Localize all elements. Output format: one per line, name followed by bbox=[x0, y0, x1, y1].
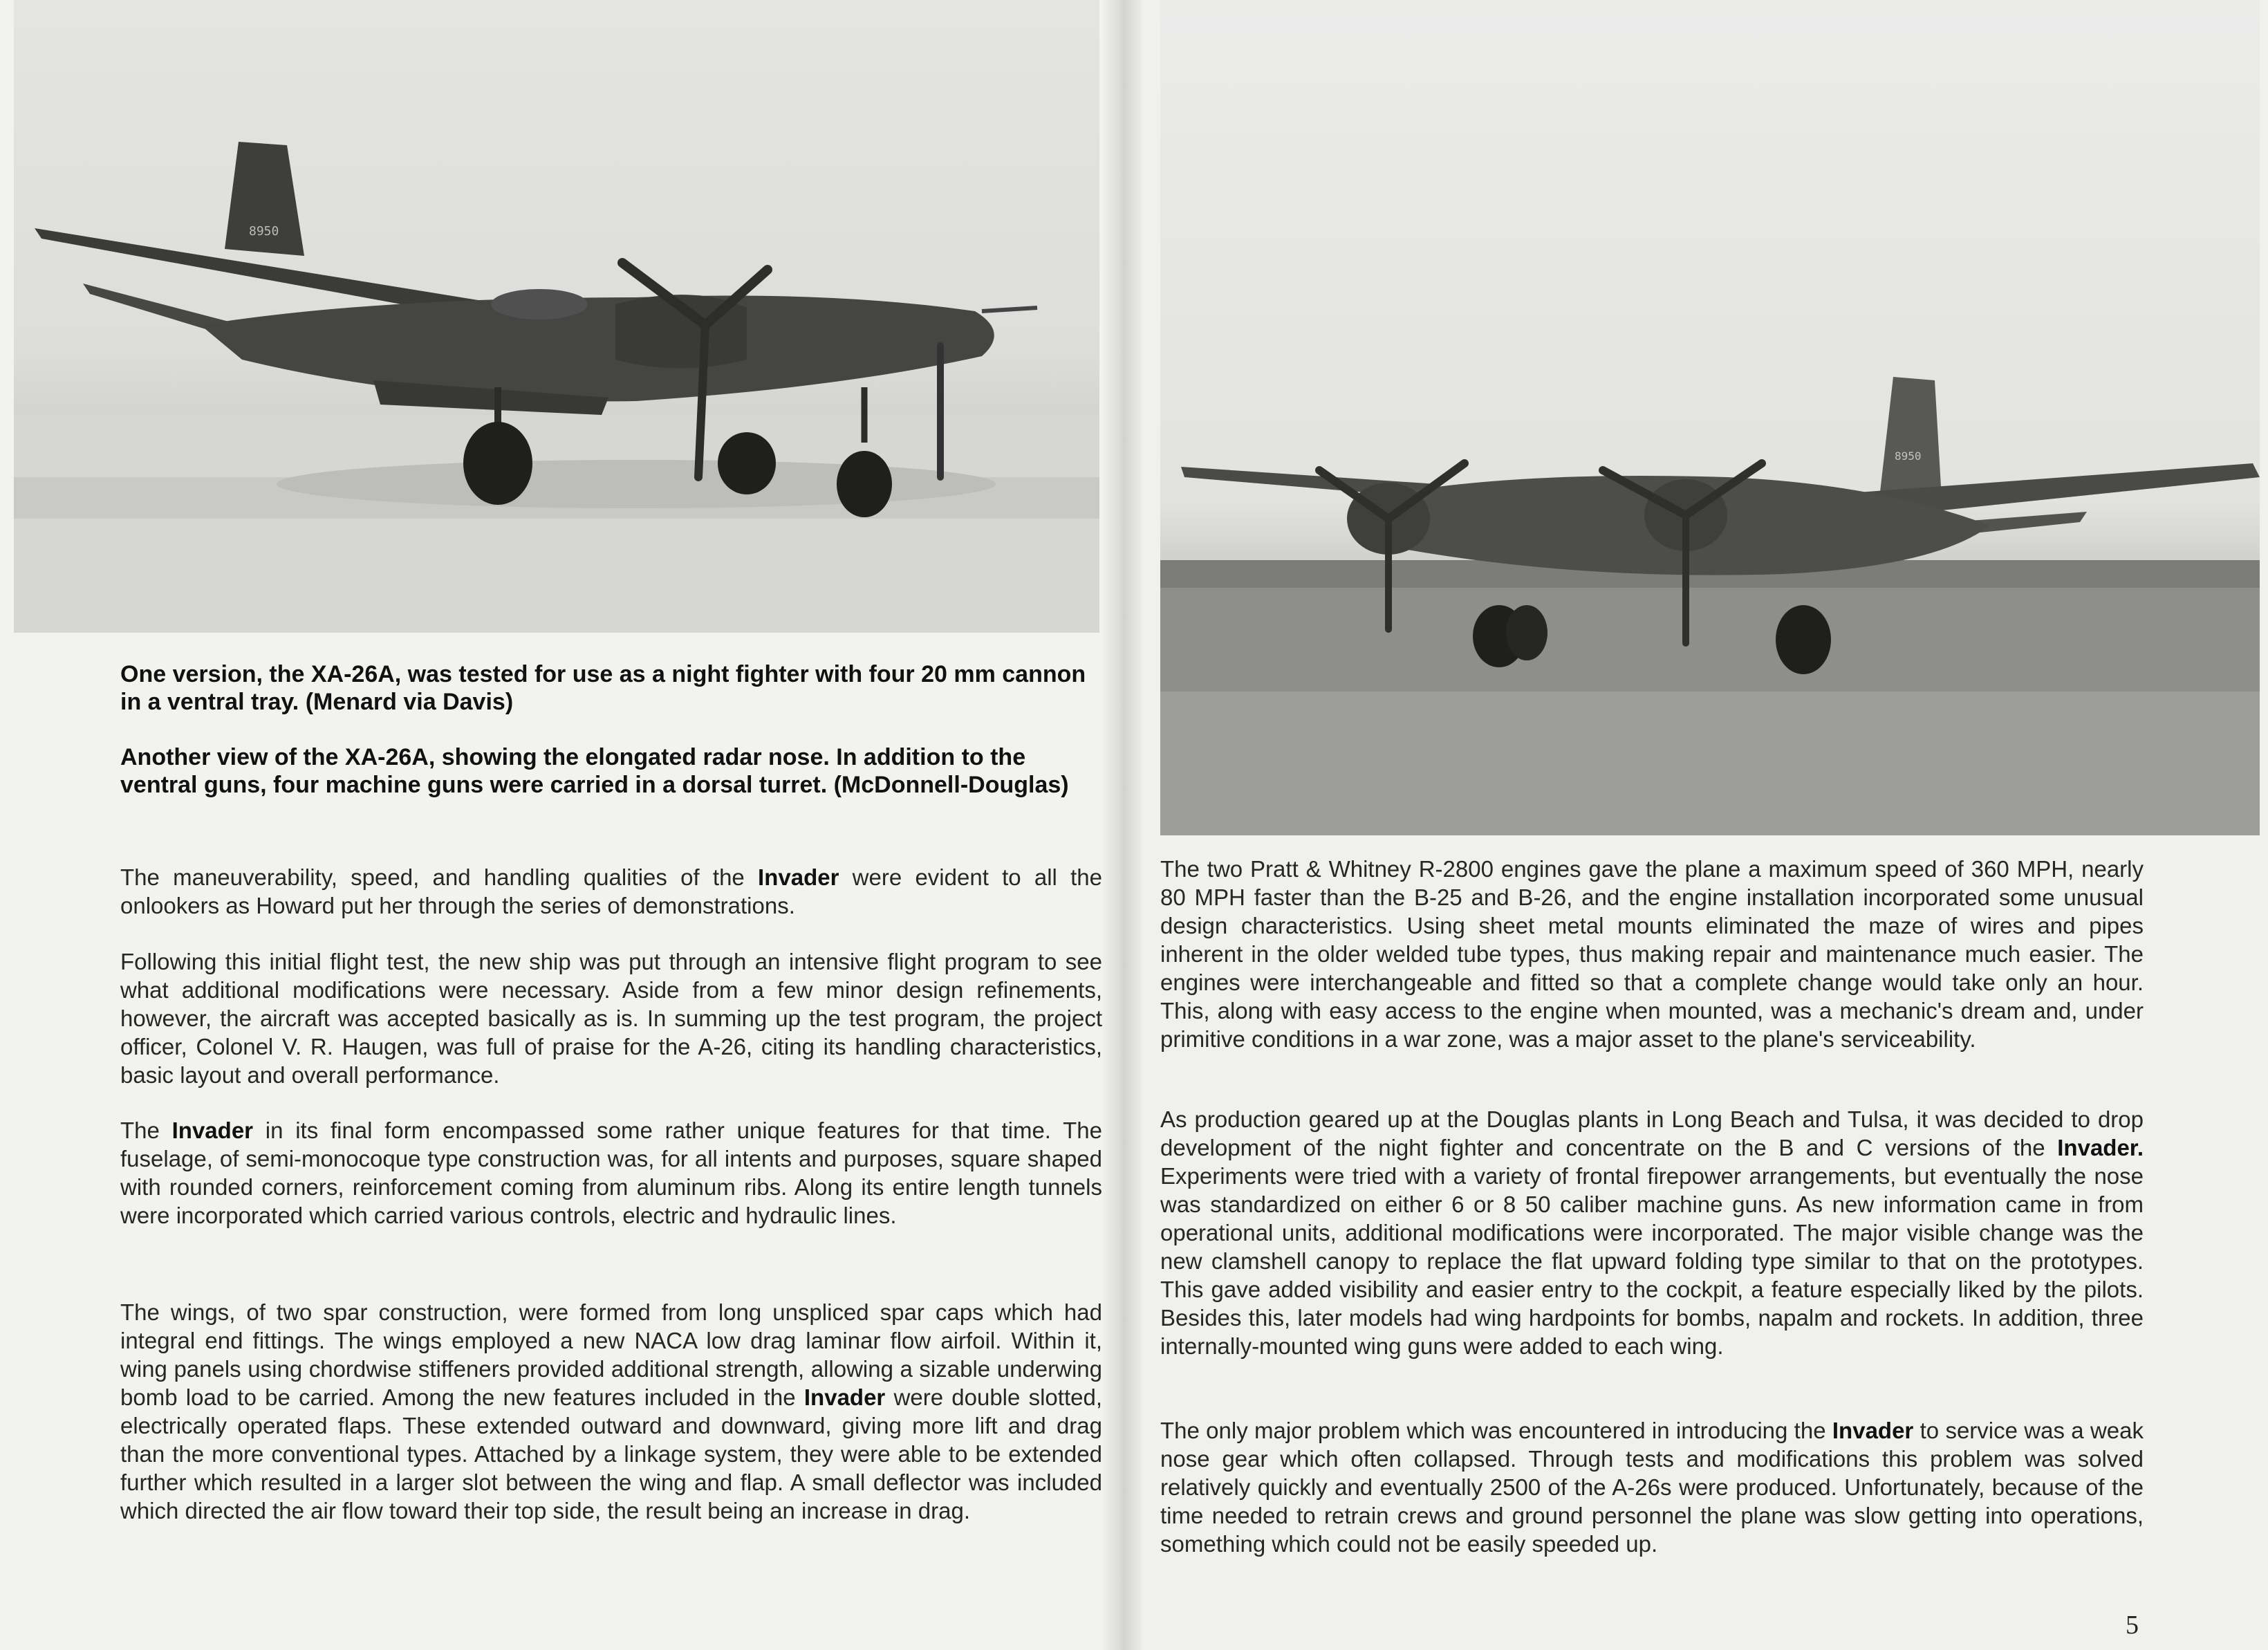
right-p3-invader: Invader bbox=[1832, 1418, 1914, 1443]
page-gutter bbox=[1101, 0, 1142, 1650]
left-paragraph-1 bbox=[120, 863, 1102, 920]
left-p1-text-c: were evident to all the onlookers as Howard put her through the series of demonstrations. bbox=[120, 864, 1103, 918]
right-tail-serial: 8950 bbox=[1895, 449, 1922, 463]
right-paragraph-3 bbox=[1160, 1416, 2144, 1558]
left-tail-serial: 8950 bbox=[249, 224, 279, 239]
right-p2-invader: Invader. bbox=[2057, 1135, 2144, 1160]
left-p1-text-a: The maneuverability, speed, and handling qualities of the bbox=[120, 864, 759, 890]
aircraft-illustration-right bbox=[1160, 0, 2260, 835]
caption-radar-nose: Another view of the XA-26A, showing the elongated radar nose. In addition to the ventral guns, four machine guns were carried in a dorsal turret. (McDonnell-Douglas) bbox=[120, 744, 1069, 798]
right-p3-text-a: The only major problem which was encountered in introducing the bbox=[1160, 1418, 1832, 1443]
right-p2-text-a: As production geared up at the Douglas plants in Long Beach and Tulsa, it was decided to drop development of the night fighter and concentrate on the B and C versions of the bbox=[1160, 1106, 2144, 1160]
left-paragraph-2: Following this initial flight test, the new ship was put through an intensive flight program to see what additional modifications were necessary. Aside from a few minor design refinements, however, the aircraft was accepted basically as is. In summing up the test program, the project officer, Colonel V. R. Haugen, was full of praise for the A-26, citing its handling characteristics, basic layout and overall performance. bbox=[120, 949, 1102, 1088]
left-p3-invader: Invader bbox=[171, 1118, 254, 1143]
left-p4-text-a: The wings, of two spar construction, were formed from long unspliced spar caps which had integral end fittings. The wings employed a new NACA low drag laminar flow airfoil. Within it, wing panels using chordwise stiffeners provided additional strength, allowing a sizable underwing bomb load to be carried. Among the new features included in the bbox=[120, 1299, 1102, 1410]
right-paragraph-2 bbox=[1160, 1105, 2144, 1360]
left-p4-text-c: were double slotted, electrically operated flaps. These extended outward and downward, giving more lift and drag than the more conventional types. Attached by a linkage system, they were able to be extended further which resulted in a larger slot between the wing and flap. A small deflector was included which directed the air flow toward their top side, the result being an increase in drag. bbox=[120, 1384, 1102, 1523]
right-paragraph-1: The two Pratt & Whitney R-2800 engines gave the plane a maximum speed of 360 MPH, nearly 80 MPH faster than the B-25 and B-26, and the engine installation incorporated some unusual design characteristics. Using sheet metal mounts eliminated the maze of wires and pipes inherent in the older welded tube types, thus making repair and maintenance much easier. The engines were interchangeable and fitted so that a complete change would take only an hour. This, along with easy access to the engine when mounted, was a mechanic's dream and, under primitive conditions in a war zone, was a major asset to the plane's serviceability. bbox=[1160, 856, 2144, 1052]
caption-night-fighter: One version, the XA-26A, was tested for use as a night fighter with four 20 mm cannon in a ventral tray. (Menard via Davis) bbox=[120, 661, 1086, 715]
page-number: 5 bbox=[2126, 1611, 2139, 1640]
photo-xa26a-rear-quarter bbox=[1160, 0, 2260, 835]
photo-xa26a-front-quarter bbox=[14, 0, 1099, 633]
right-p2-text-c: Experiments were tried with a variety of frontal firepower arrangements, but eventually the nose was standardized on either 6 or 8 50 caliber machine guns. As new information came in from operational units, additional modifications were incorporated. The major visible change was the new clamshell canopy to replace the flat upward folding type similar to that on the prototypes. This gave added visibility and easier entry to the cockpit, a feature especially liked by the pilots. Besides this, later models had wing hardpoints for bombs, napalm and rockets. In addition, three internally-mounted wing guns were added to each wing. bbox=[1160, 1163, 2144, 1359]
left-p3-text-c: in its final form encompassed some rather unique features for that time. The fuselage, of semi-monocoque type construction was, for all intents and purposes, square shaped with rounded corners, reinforcement coming from aluminum ribs. Along its entire length tunnels were incorporated which carried various controls, electric and hydraulic lines. bbox=[120, 1118, 1102, 1228]
left-paragraph-4 bbox=[120, 1298, 1102, 1525]
left-paragraph-3 bbox=[120, 1116, 1102, 1230]
aircraft-illustration-left bbox=[14, 0, 1099, 633]
left-p1-invader: Invader bbox=[758, 864, 839, 890]
left-p4-invader: Invader bbox=[803, 1384, 886, 1410]
right-p3-text-c: to service was a weak nose gear which often collapsed. Through tests and modifications this problem was solved relatively quickly and eventually 2500 of the A-26s were produced. Unfortunately, because of the time needed to retrain crews and ground personnel the plane was slow getting into operations, something which could not be easily speeded up. bbox=[1160, 1418, 2144, 1557]
left-p3-text-a: The bbox=[120, 1118, 172, 1143]
